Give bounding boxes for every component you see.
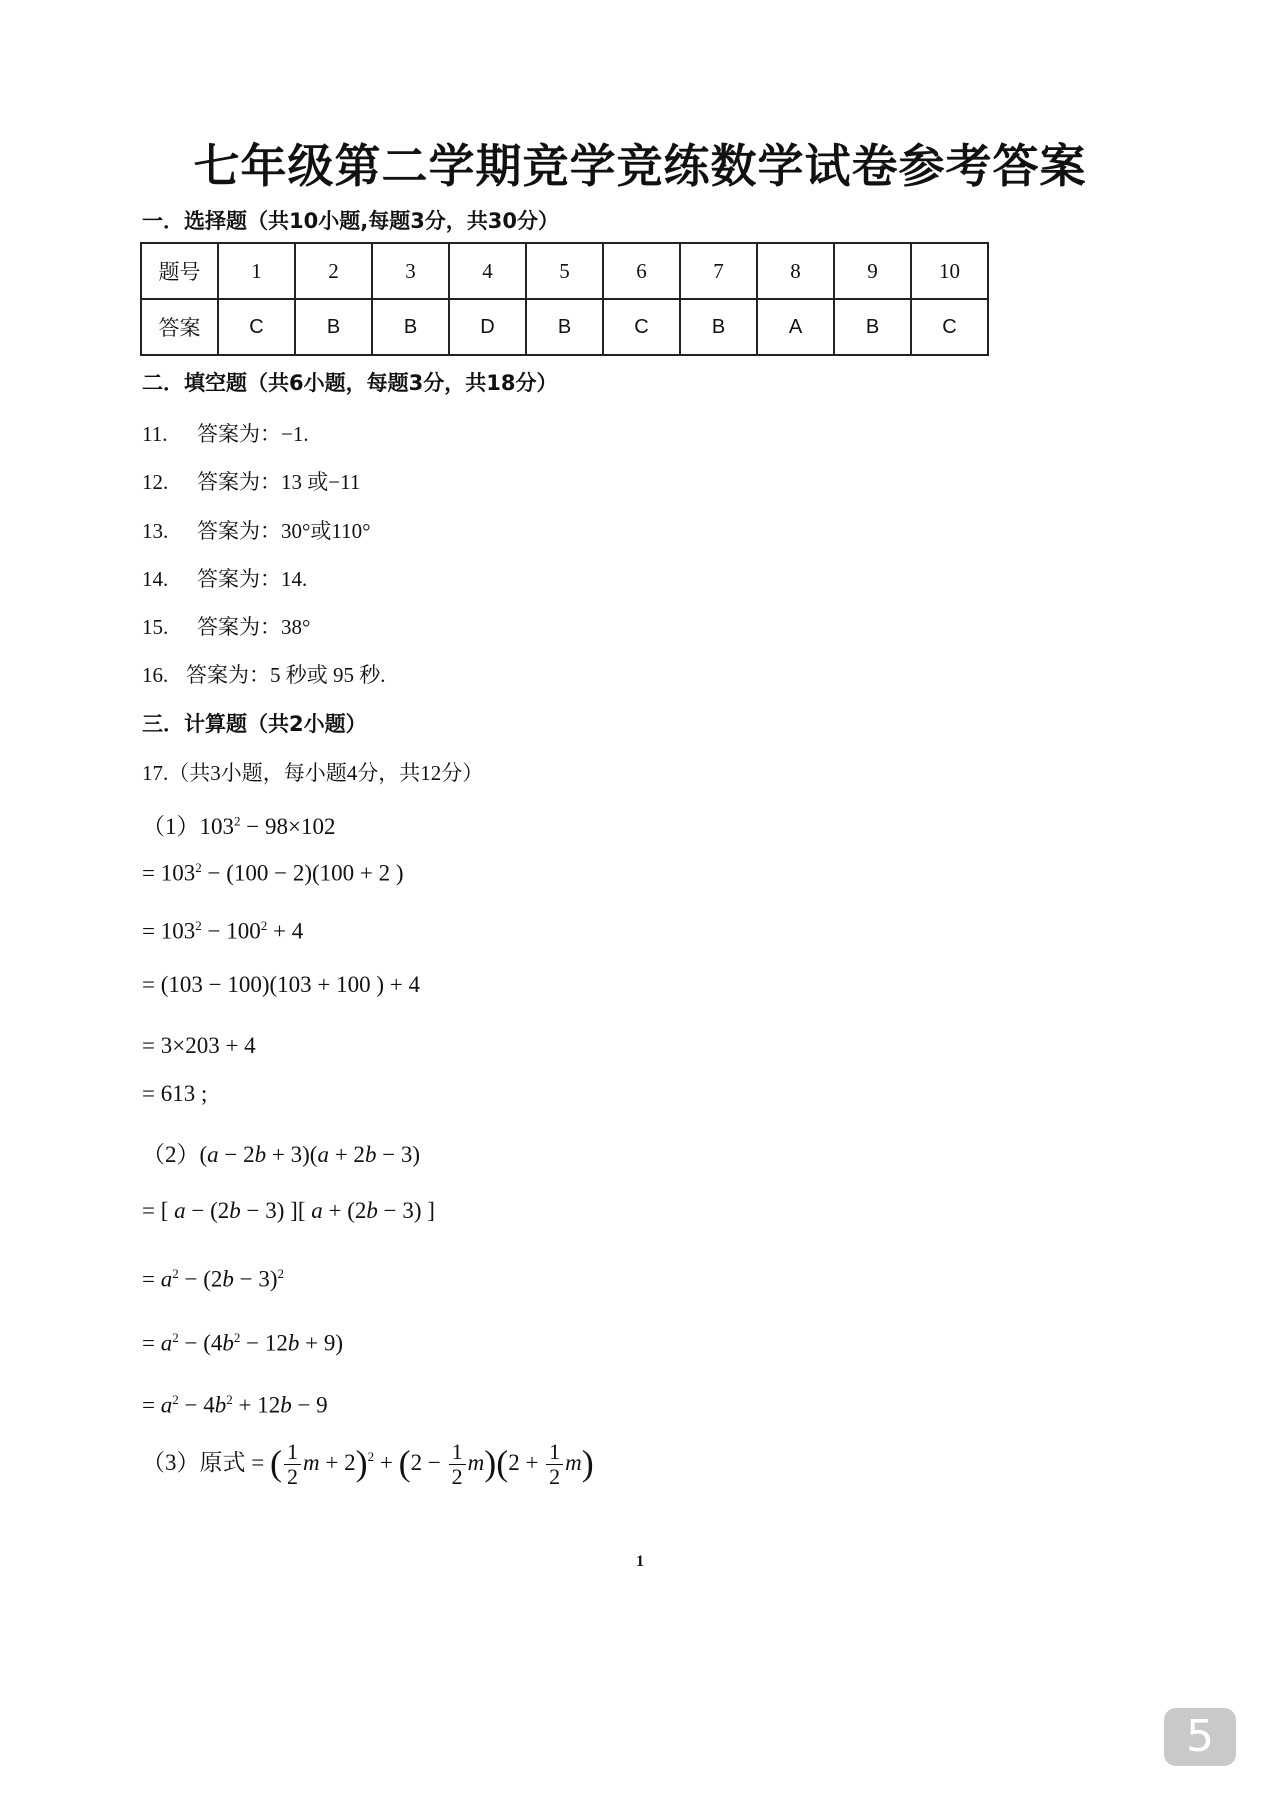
question-number: 9: [834, 243, 911, 299]
list-item: 14. 答案为：14.: [142, 567, 308, 591]
answer-cell: B: [372, 299, 449, 355]
question-number: 8: [757, 243, 834, 299]
list-item: 16. 答案为：5 秒或 95 秒.: [142, 663, 386, 687]
answer-cell: C: [218, 299, 295, 355]
part3-expression: （3）原式 = ( $\frac{1}{2}$ m + 2)$^2$ + (2 − $\frac{1}{2}$ m)(2 + $\frac{1}{2}$ m): [142, 1439, 594, 1489]
row-label-answer: 答案: [141, 299, 218, 355]
page-badge[interactable]: 5: [1164, 1708, 1236, 1766]
math-step: = $103^2 - (100 - 2)(100 + 2$ ): [142, 860, 404, 886]
table-row-numbers: [141, 243, 988, 299]
question-number: 7: [680, 243, 757, 299]
math-step: = [ a − (2b − 3) ][ a + (2b − 3) ]: [142, 1198, 435, 1223]
answer-cell: B: [295, 299, 372, 355]
math-step: = $103^2 - 100^2 + 4$: [142, 918, 304, 944]
answer-cell: B: [680, 299, 757, 355]
list-item: 15. 答案为：38°: [142, 615, 311, 639]
row-label-number: 题号: [141, 243, 218, 299]
question-number: 2: [295, 243, 372, 299]
math-result: = 613 ;: [142, 1081, 208, 1106]
table-row-answers: [141, 299, 988, 355]
math-step: = 3×203 + 4: [142, 1033, 256, 1058]
answer-cell: B: [834, 299, 911, 355]
section-heading-calc: 三．计算题（共2小题）: [142, 712, 367, 736]
section-heading-choice: 一．选择题（共10小题,每题3分，共30分）: [142, 209, 560, 233]
question-number: 10: [911, 243, 988, 299]
question-number: 4: [449, 243, 526, 299]
answer-cell: A: [757, 299, 834, 355]
answer-table: [140, 242, 989, 356]
list-item: 11. 答案为：−1.: [142, 422, 309, 446]
part2-expression: （2）(a − 2b + 3)(a + 2b − 3): [142, 1142, 421, 1167]
answer-cell: B: [526, 299, 603, 355]
math-step: = $a^2 - (4b^2 - 12b + 9)$: [142, 1330, 343, 1356]
question-number: 1: [218, 243, 295, 299]
part1-expression: $(1)103^2 - 98\times 102$: [142, 813, 336, 839]
section-heading-fill: 二．填空题（共6小题，每题3分，共18分）: [142, 371, 558, 395]
question-number: 5: [526, 243, 603, 299]
question-number: 6: [603, 243, 680, 299]
math-step: = (103 − 100)(103 + 100 ) + 4: [142, 972, 421, 997]
answer-cell: C: [603, 299, 680, 355]
math-step: = $a^2 - (2b - 3)^2$: [142, 1266, 285, 1292]
answer-cell: D: [449, 299, 526, 355]
question-number: 3: [372, 243, 449, 299]
math-step: = $a^2 - 4b^2 + 12b - 9$: [142, 1392, 328, 1418]
list-item: 13. 答案为：30°或110°: [142, 519, 371, 543]
list-item: 12. 答案为：13 或−11: [142, 470, 361, 494]
page-number: 1: [636, 1553, 644, 1570]
answer-cell: C: [911, 299, 988, 355]
page-title: 七年级第二学期竞学竞练数学试卷参考答案: [193, 139, 1087, 193]
question-17-intro: 17.（共3小题，每小题4分，共12分）: [142, 761, 484, 785]
